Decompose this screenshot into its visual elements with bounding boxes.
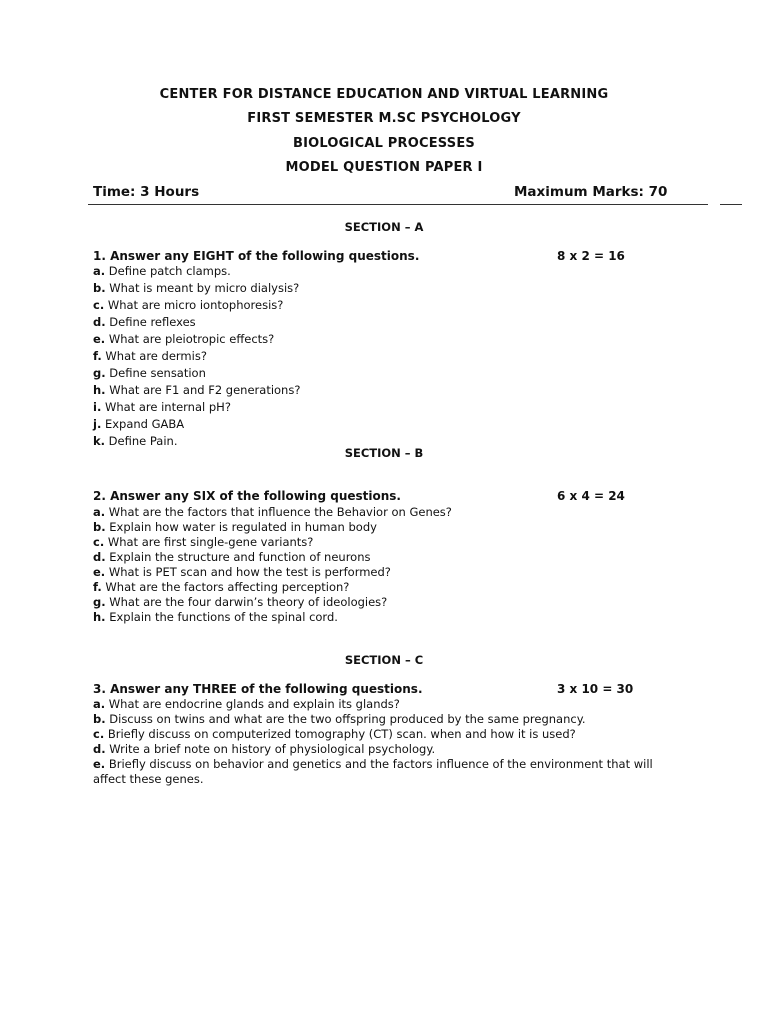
list-item: d. Write a brief note on history of physiological psychology.: [93, 742, 436, 756]
exam-time: Time: 3 Hours: [93, 184, 200, 200]
institution-title: CENTER FOR DISTANCE EDUCATION AND VIRTUAL LEARNING: [159, 87, 609, 102]
question-3-heading: 3. Answer any THREE of the following questions.: [93, 682, 423, 696]
list-item: i. What are internal pH?: [93, 400, 231, 414]
program-title: FIRST SEMESTER M.SC PSYCHOLOGY: [247, 111, 521, 126]
list-item: k. Define Pain.: [93, 434, 178, 448]
question-1-marks: 8 x 2 = 16: [557, 249, 625, 263]
list-item: b. Explain how water is regulated in human body: [93, 520, 377, 534]
course-title: BIOLOGICAL PROCESSES: [293, 136, 475, 151]
list-item: g. What are the four darwin’s theory of ideologies?: [93, 595, 388, 609]
list-item: h. Explain the functions of the spinal cord.: [93, 610, 338, 624]
header-divider: [88, 204, 708, 205]
list-item: a. Define patch clamps.: [93, 264, 231, 278]
list-item: h. What are F1 and F2 generations?: [93, 383, 301, 397]
list-item: f. What are dermis?: [93, 349, 207, 363]
question-3-items: [93, 697, 678, 787]
list-item: j. Expand GABA: [93, 417, 185, 431]
maximum-marks: Maximum Marks: 70: [514, 184, 668, 200]
question-1-heading: 1. Answer any EIGHT of the following questions.: [93, 249, 420, 263]
paper-title: MODEL QUESTION PAPER I: [285, 160, 483, 175]
question-2-heading: 2. Answer any SIX of the following questions.: [93, 489, 401, 503]
list-item: e. What are pleiotropic effects?: [93, 332, 275, 346]
list-item: d. Define reflexes: [93, 315, 196, 329]
list-item: a. What are endocrine glands and explain its glands?: [93, 697, 400, 711]
list-item: b. Discuss on twins and what are the two offspring produced by the same pregnancy.: [93, 712, 586, 726]
list-item: e. Briefly discuss on behavior and genetics and the factors influence of the environment that will affect these genes.: [93, 757, 653, 786]
list-item: e. What is PET scan and how the test is performed?: [93, 565, 391, 579]
list-item: a. What are the factors that influence the Behavior on Genes?: [93, 505, 452, 519]
section-b-title: SECTION – B: [344, 446, 424, 460]
question-2-marks: 6 x 4 = 24: [557, 489, 625, 503]
question-3-marks: 3 x 10 = 30: [557, 682, 634, 696]
list-item: g. Define sensation: [93, 366, 206, 380]
list-item: d. Explain the structure and function of neurons: [93, 550, 371, 564]
header-divider-tail: [720, 204, 742, 205]
list-item: b. What is meant by micro dialysis?: [93, 281, 300, 295]
list-item: c. What are micro iontophoresis?: [93, 298, 284, 312]
list-item: c. Briefly discuss on computerized tomography (CT) scan. when and how it is used?: [93, 727, 576, 741]
list-item: f. What are the factors affecting perception?: [93, 580, 350, 594]
list-item: c. What are first single-gene variants?: [93, 535, 314, 549]
question-2-items: [93, 505, 693, 625]
section-c-title: SECTION – C: [344, 653, 424, 667]
section-a-title: SECTION – A: [344, 220, 424, 234]
question-1-items: [93, 263, 693, 450]
